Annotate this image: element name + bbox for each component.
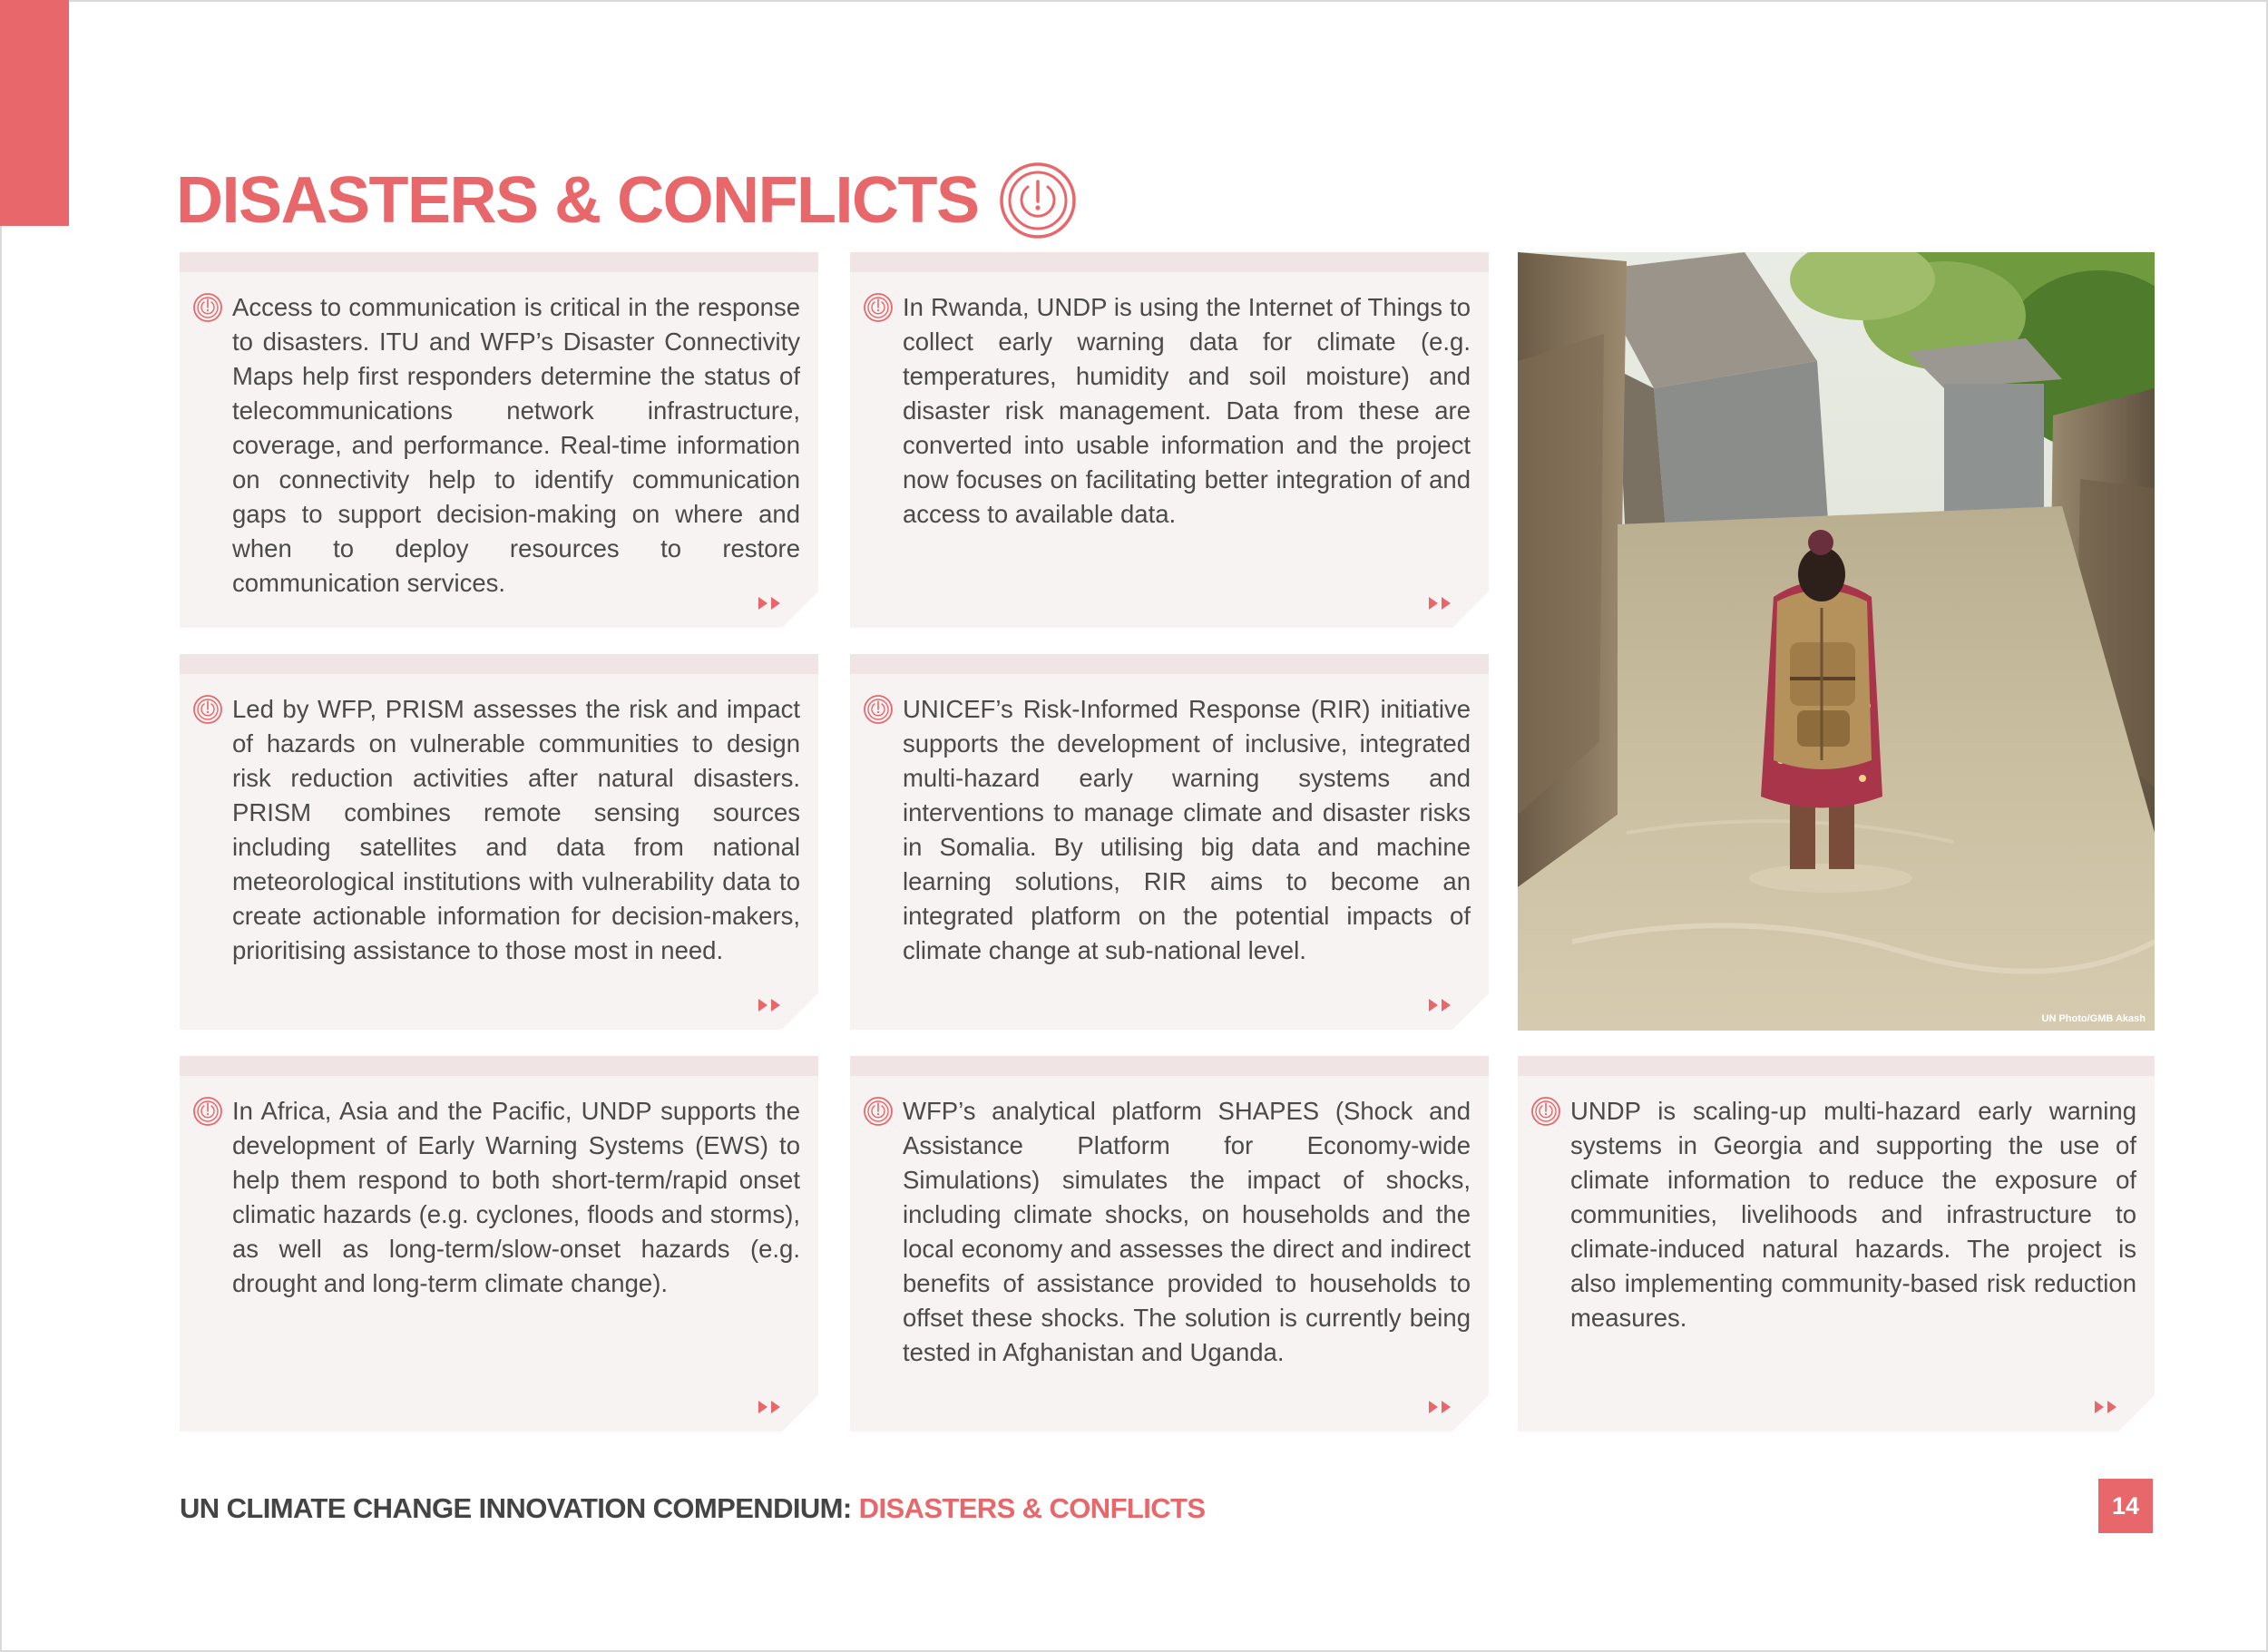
footer [180,1492,1205,1525]
footer-prefix: UN CLIMATE CHANGE INNOVATION COMPENDIUM: [180,1492,859,1524]
double-arrow-icon[interactable] [1427,997,1454,1013]
alert-power-icon [192,694,223,725]
alert-power-icon [863,694,894,725]
alert-power-icon [863,292,894,323]
alert-power-icon [1530,1096,1561,1127]
footer-section: DISASTERS & CONFLICTS [858,1492,1206,1524]
card-undp-ews-africa-asia [180,1056,818,1432]
alert-power-icon [863,1096,894,1127]
double-arrow-icon[interactable] [1427,595,1454,611]
double-arrow-icon[interactable] [1427,1399,1454,1415]
double-arrow-icon[interactable] [757,997,784,1013]
card-unicef-rir [850,654,1489,1030]
card-text: UNDP is scaling-up multi-hazard early warning systems in Georgia and supporting the use of climate information to reduce the exposure of communities, livelihoods and infrastructure to climate-induced natural hazards. The project is also implementing community-based risk reduction measures. [1570,1097,2136,1332]
card-rwanda-iot [850,252,1489,628]
card-text: Led by WFP, PRISM assesses the risk and impact of hazards on vulnerable communities to design risk reduction activities after natural disasters. PRISM combines remote sensing sources including satellites and data from national meteorological institutions with vulnerability data to create actionable information for decision-makers, prioritising assistance to those most in need. [232,695,800,964]
photo-illustration [1518,252,2155,1031]
card-text: UNICEF’s Risk-Informed Response (RIR) initiative supports the development of inclusive, integrated multi-hazard early warning systems and interventions to manage climate and disaster risks in Somalia. By utilising big data and machine learning solutions, RIR aims to become an integrated platform on the potential impacts of climate change at sub-national level. [903,695,1471,964]
card-undp-georgia [1518,1056,2155,1432]
page-header [176,161,1077,239]
card-wfp-prism [180,654,818,1030]
card-text: Access to communication is critical in the response to disasters. ITU and WFP’s Disaster Connectivity Maps help first responders determine the status of telecommunications network infrastructure, coverage, and performance. Real-time information on connectivity help to identify communication gaps to support decision-making on where and when to deploy resources to restore communication services. [232,293,800,597]
card-wfp-shapes [850,1056,1489,1432]
page-title: DISASTERS & CONFLICTS [176,164,979,237]
card-itu-wfp-connectivity [180,252,818,628]
card-text: In Africa, Asia and the Pacific, UNDP supports the development of Early Warning Systems (EWS) to help them respond to both short-term/rapid onset climatic hazards (e.g. cyclones, floods and storms), as well as long-term/slow-onset hazards (e.g. drought and long-term climate change). [232,1097,800,1297]
card-text: In Rwanda, UNDP is using the Internet of Things to collect early warning data for climate (e.g. temperatures, humidity and soil moisture) and disaster risk management. Data from these are converted into usable information and the project now focuses on facilitating better integration of and access to available data. [903,293,1471,528]
flooded-village-photo [1518,252,2155,1031]
alert-power-icon [192,292,223,323]
card-text: WFP’s analytical platform SHAPES (Shock and Assistance Platform for Economy-wide Simulations) simulates the impact of shocks, including climate shocks, on households and the local economy and assesses the direct and indirect benefits of assistance provided to households to offset these shocks. The solution is currently being tested in Afghanistan and Uganda. [903,1097,1471,1366]
double-arrow-icon[interactable] [757,1399,784,1415]
double-arrow-icon[interactable] [2093,1399,2120,1415]
alert-power-icon [999,161,1077,239]
double-arrow-icon[interactable] [757,595,784,611]
alert-power-icon [192,1096,223,1127]
page-number: 14 [2098,1479,2153,1533]
photo-credit: UN Photo/GMB Akash [2041,1013,2146,1024]
accent-bar [0,0,69,226]
